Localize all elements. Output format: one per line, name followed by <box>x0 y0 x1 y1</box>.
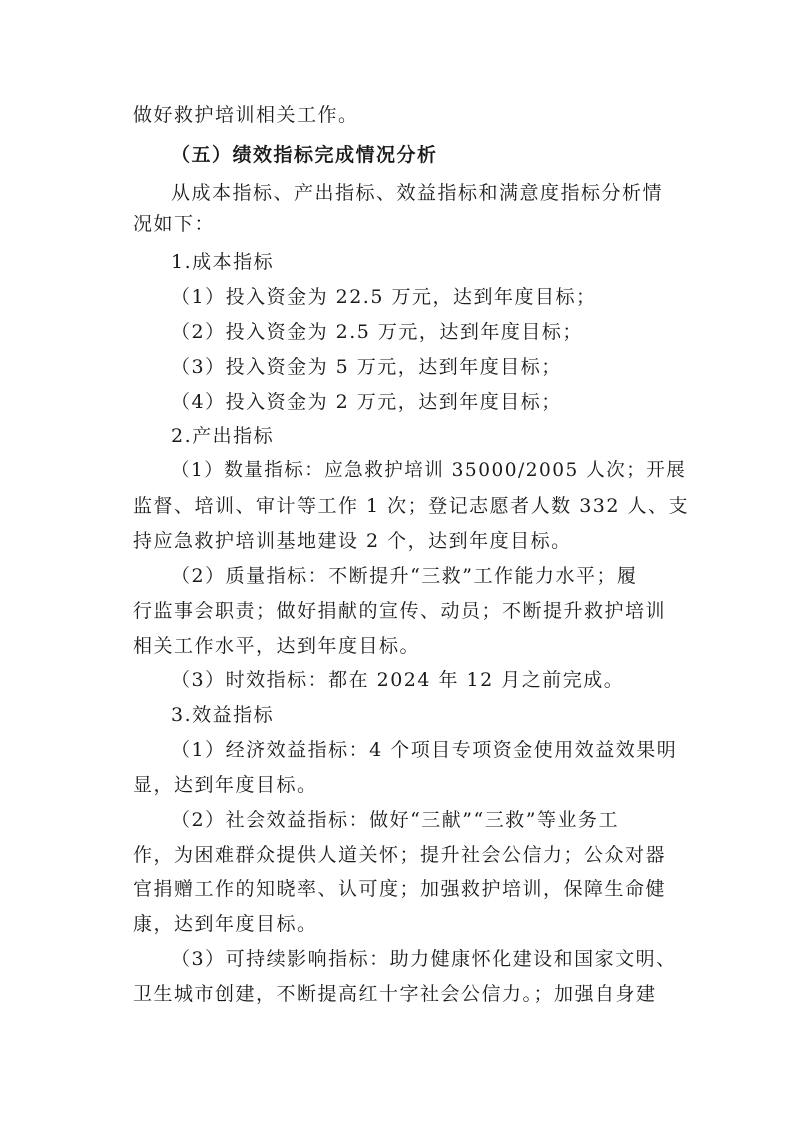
text-line: 康，达到年度目标。 <box>133 913 318 935</box>
text-line: （2）质量指标：不断提升“三救”工作能力水平；履 <box>171 565 638 587</box>
subsection-heading: 1.成本指标 <box>171 251 275 273</box>
text-line: 持应急救护培训基地建设 2 个，达到年度目标。 <box>133 530 572 552</box>
text-line: （2）投入资金为 2.5 万元，达到年度目标； <box>171 321 583 343</box>
text-line: （3）可持续影响指标：助力健康怀化建设和国家文明、 <box>171 948 677 970</box>
text-line: （1）经济效益指标：4 个项目专项资金使用效益效果明 <box>171 739 678 761</box>
subsection-heading: 2.产出指标 <box>171 425 275 447</box>
text-line: （2）社会效益指标：做好“三献”“三救”等业务工 <box>171 809 619 831</box>
text-line: 官捐赠工作的知晓率、认可度；加强救护培训，保障生命健 <box>133 878 667 900</box>
text-line: 显，达到年度目标。 <box>133 774 318 796</box>
text-line: （1）投入资金为 22.5 万元，达到年度目标； <box>171 286 597 308</box>
text-line: （4）投入资金为 2 万元，达到年度目标； <box>171 391 562 413</box>
text-line: 卫生城市创建，不断提高红十字社会公信力。；加强自身建 <box>133 983 657 1005</box>
section-heading: （五）绩效指标完成情况分析 <box>171 144 438 166</box>
text-line: 监督、培训、审计等工作 1 次；登记志愿者人数 332 人、支 <box>133 495 690 517</box>
text-line: 从成本指标、产出指标、效益指标和满意度指标分析情 <box>171 182 664 204</box>
text-line: （1）数量指标：应急救护培训 35000/2005 人次；开展 <box>171 460 687 481</box>
text-line: （3）投入资金为 5 万元，达到年度目标； <box>171 356 562 378</box>
text-line: （3）时效指标：都在 2024 年 12 月之前完成。 <box>171 669 625 691</box>
text-line: 相关工作水平，达到年度目标。 <box>133 635 421 657</box>
subsection-heading: 3.效益指标 <box>171 704 275 726</box>
text-line: 做好救护培训相关工作。 <box>133 104 359 126</box>
text-line: 况如下： <box>133 213 216 235</box>
text-line: 作，为困难群众提供人道关怀；提升社会公信力；公众对器 <box>133 844 667 866</box>
text-line: 行监事会职责；做好捐献的宣传、动员；不断提升救护培训 <box>133 600 667 622</box>
